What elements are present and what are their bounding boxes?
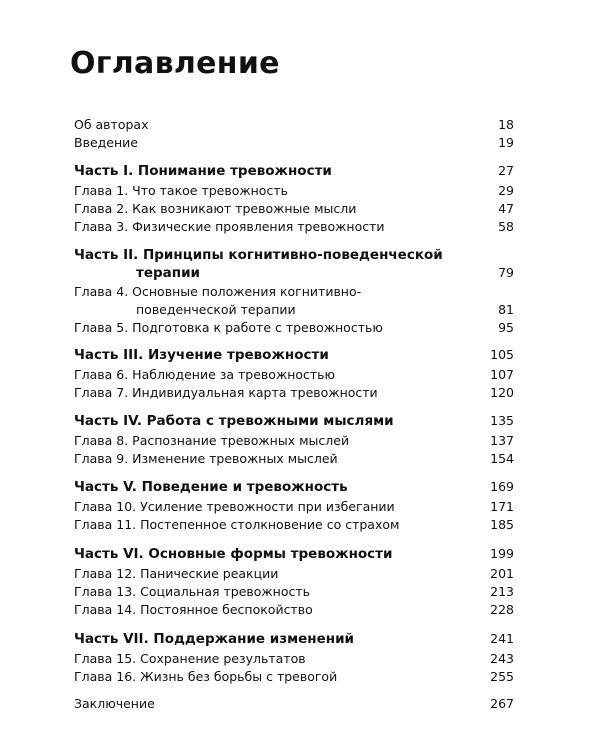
toc-chapter-label: Глава 1. Что такое тревожность: [74, 183, 288, 198]
toc-chapter-label: Глава 15. Сохранение результатов: [74, 651, 306, 666]
toc-chapter-label: Глава 4. Основные положения когнитивно-: [74, 284, 362, 299]
toc-part-label: Часть IV. Работа с тревожными мыслями: [74, 413, 394, 429]
toc-chapter-page: 107: [490, 367, 514, 382]
toc-chapter-page: 213: [490, 584, 514, 599]
toc-chapter-label: Глава 3. Физические проявления тревожности: [74, 219, 385, 234]
toc-chapter-label: Глава 11. Постепенное столкновение со страхом: [74, 517, 400, 532]
toc-part-label: Часть II. Принципы когнитивно-поведенческой: [74, 247, 443, 263]
toc-chapter-page: 255: [490, 669, 514, 684]
toc-chapter-page: 58: [498, 219, 514, 234]
toc-part-label: Часть I. Понимание тревожности: [74, 163, 332, 179]
toc-chapter-page: 47: [498, 201, 514, 216]
toc-chapter-label: Глава 13. Социальная тревожность: [74, 584, 310, 599]
toc-chapter-page: 185: [490, 517, 514, 532]
toc-chapter-page: 137: [490, 433, 514, 448]
toc-chapter-label: Глава 9. Изменение тревожных мыслей: [74, 451, 338, 466]
toc-chapter-label: Глава 16. Жизнь без борьбы с тревогой: [74, 669, 338, 684]
toc-chapter-label: Глава 6. Наблюдение за тревожностью: [74, 367, 336, 382]
toc-chapter-page: 228: [490, 602, 514, 617]
toc-chapter-label: Глава 8. Распознание тревожных мыслей: [74, 433, 350, 448]
toc-part-label: Часть V. Поведение и тревожность: [74, 479, 348, 495]
toc-part-page: 241: [490, 631, 514, 646]
toc-entry-label: Об авторах: [74, 117, 149, 132]
toc-chapter-page: 154: [490, 451, 514, 466]
toc-chapter-page: 243: [490, 651, 514, 666]
toc-part-page: 169: [490, 479, 514, 494]
toc-part-label: Часть VII. Поддержание изменений: [74, 631, 355, 647]
page-title: Оглавление: [70, 46, 280, 81]
toc-part-page: 79: [498, 265, 514, 280]
toc-chapter-page: 120: [490, 385, 514, 400]
toc-chapter-page: 29: [498, 183, 514, 198]
toc-chapter-label: Глава 12. Панические реакции: [74, 566, 279, 581]
toc-chapter-page: 81: [498, 302, 514, 317]
toc-chapter-page: 171: [490, 499, 514, 514]
toc-chapter-label: Глава 10. Усиление тревожности при избегании: [74, 499, 395, 514]
toc-part-label: Часть III. Изучение тревожности: [74, 347, 329, 363]
toc-entry-label: Введение: [74, 135, 138, 150]
toc-part-page: 27: [498, 163, 514, 178]
toc-part-page: 199: [490, 546, 514, 561]
toc-entry-page: 18: [498, 117, 514, 132]
toc-chapter-label: Глава 7. Индивидуальная карта тревожности: [74, 385, 378, 400]
toc-chapter-label: Глава 2. Как возникают тревожные мысли: [74, 201, 357, 216]
toc-entry-page: 267: [490, 696, 514, 711]
toc-part-label: Часть VI. Основные формы тревожности: [74, 546, 393, 562]
toc-part-page: 135: [490, 413, 514, 428]
toc-chapter-label-continued: поведенческой терапии: [136, 302, 296, 317]
toc-entry-page: 19: [498, 135, 514, 150]
toc-part-label-continued: терапии: [136, 265, 200, 281]
toc-chapter-page: 95: [498, 320, 514, 335]
toc-chapter-label: Глава 14. Постоянное беспокойство: [74, 602, 313, 617]
toc-chapter-page: 201: [490, 566, 514, 581]
toc-entry-label: Заключение: [74, 696, 155, 711]
toc-part-page: 105: [490, 347, 514, 362]
toc-chapter-label: Глава 5. Подготовка к работе с тревожностью: [74, 320, 383, 335]
